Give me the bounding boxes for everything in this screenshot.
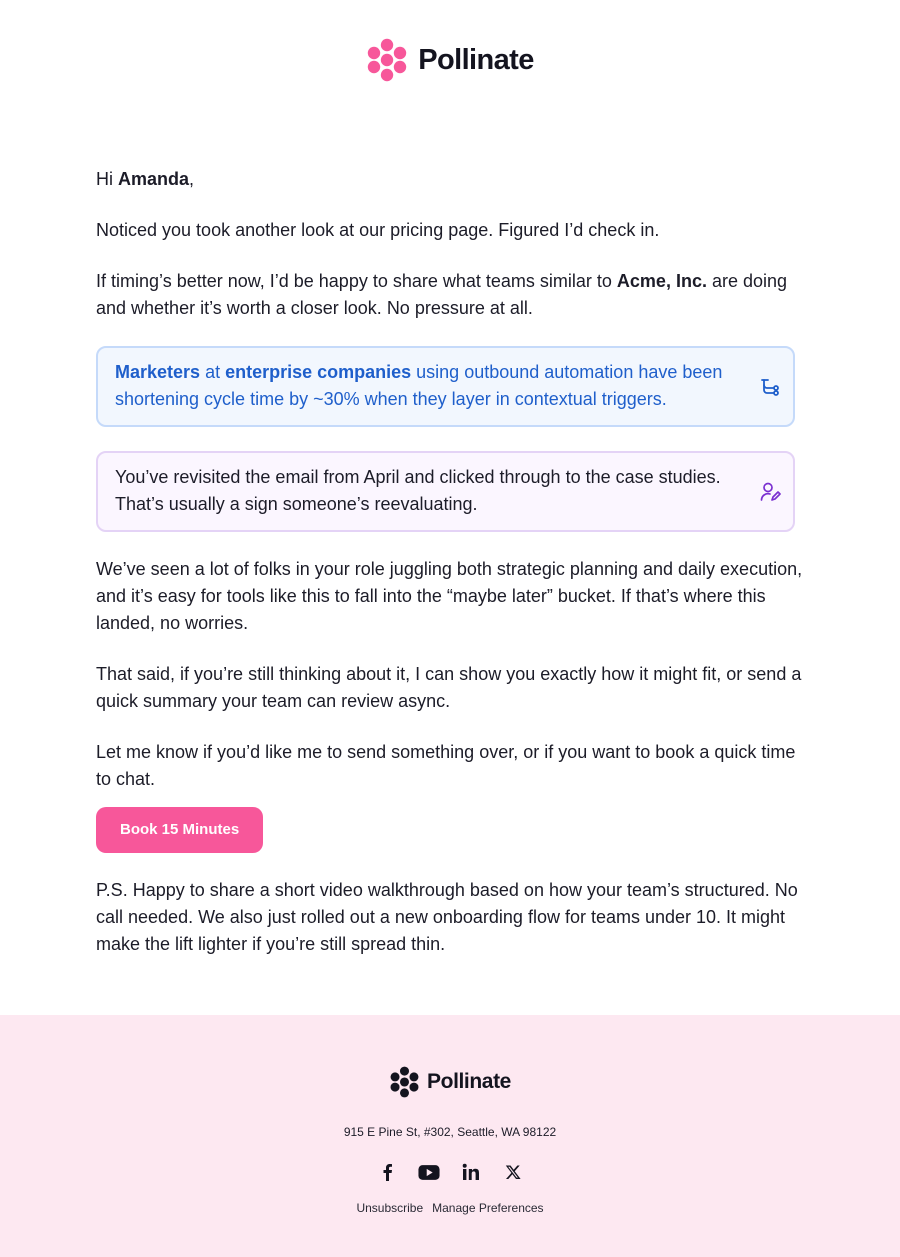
- insight-text: [115, 359, 743, 413]
- timing-text-after: are doing and whether it’s worth a closer look. No pressure at all.: [96, 271, 788, 318]
- greeting-suffix: ,: [189, 169, 195, 189]
- email-footer: [0, 1015, 900, 1257]
- linkedin-icon[interactable]: [460, 1161, 482, 1183]
- youtube-icon[interactable]: [418, 1161, 440, 1183]
- greeting-prefix: Hi: [96, 169, 118, 189]
- activity-callout: [96, 451, 795, 532]
- paragraph-timing: [96, 268, 808, 322]
- paragraph-role: We’ve seen a lot of folks in your role juggling both strategic planning and daily execution, and it’s easy for tools like this to fall into the “maybe later” bucket. If that’s where this landed, no worries.: [96, 559, 803, 633]
- footer-brand-logo[interactable]: [0, 1066, 900, 1098]
- email-header: [0, 0, 900, 120]
- insight-role: Marketers: [115, 362, 201, 382]
- insight-rest: using outbound automation have been shortening cycle time by ~30% when they layer in contextual triggers.: [115, 362, 723, 409]
- company-name: Acme, Inc.: [616, 271, 707, 291]
- footer-links: [0, 1201, 900, 1215]
- timing-text-before: If timing’s better now, I’d be happy to share what teams similar to: [96, 271, 617, 291]
- greeting: [96, 166, 808, 193]
- insight-mid: at: [200, 362, 226, 382]
- social-links: [0, 1161, 900, 1183]
- postscript: P.S. Happy to share a short video walkthrough based on how your team’s structured. No call needed. We also just rolled out a new onboarding flow for teams under 10. It might make the lift lighter if you’re still spread thin.: [96, 880, 798, 954]
- manage-preferences-link[interactable]: Manage Preferences: [432, 1201, 544, 1215]
- flower-icon: [366, 38, 408, 82]
- insight-callout: [96, 346, 795, 427]
- facebook-icon[interactable]: [376, 1161, 398, 1183]
- unsubscribe-link[interactable]: Unsubscribe: [356, 1201, 424, 1215]
- footer-brand-name: Pollinate: [427, 1070, 511, 1093]
- user-edit-icon: [759, 481, 781, 503]
- company-address: 915 E Pine St, #302, Seattle, WA 98122: [343, 1125, 557, 1139]
- insight-segment: enterprise companies: [225, 362, 412, 382]
- brand-logo[interactable]: [366, 38, 533, 82]
- brand-name: Pollinate: [418, 43, 534, 76]
- book-meeting-button[interactable]: Book 15 Minutes: [96, 807, 263, 853]
- paragraph-next-step: Let me know if you’d like me to send something over, or if you want to book a quick time to chat.: [96, 742, 796, 789]
- paragraph-intro: Noticed you took another look at our pricing page. Figured I’d check in.: [96, 220, 660, 240]
- x-icon[interactable]: [502, 1161, 524, 1183]
- paragraph-fit: That said, if you’re still thinking about it, I can show you exactly how it might fit, or send a quick summary your team can review async.: [96, 664, 802, 711]
- flower-icon: [389, 1066, 420, 1098]
- email-body: [96, 166, 808, 958]
- activity-text: You’ve revisited the email from April and clicked through to the case studies. That’s usually a sign someone’s reevaluating.: [115, 467, 721, 514]
- workflow-icon: [759, 376, 781, 398]
- recipient-name: Amanda: [118, 169, 190, 189]
